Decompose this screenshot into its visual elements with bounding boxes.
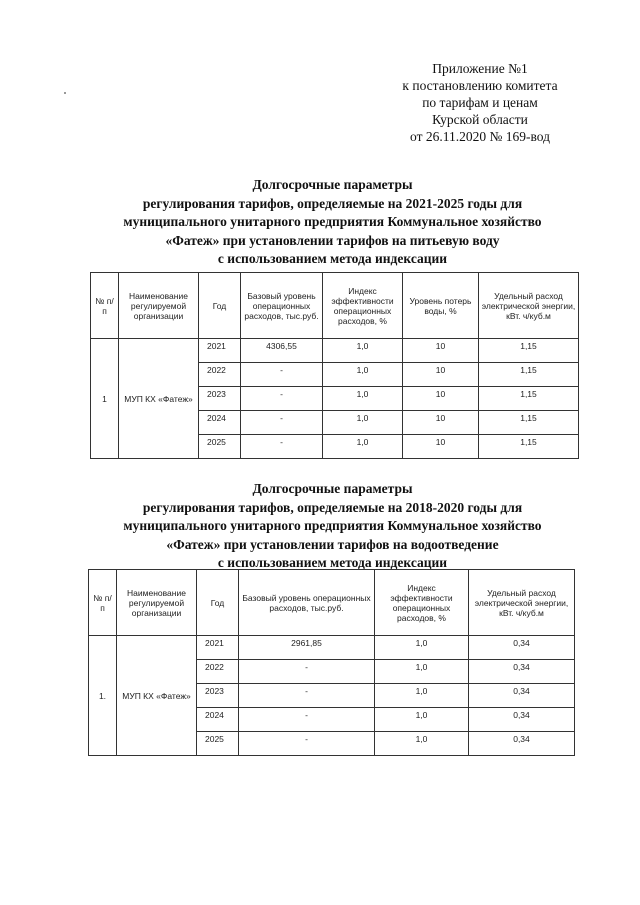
energy-cell: 0,34 [469,660,575,684]
col-header-eff: Индекс эффективности операционных расходов, % [375,570,469,636]
eff-cell: 1,0 [375,660,469,684]
appendix-line: Курской области [432,112,528,127]
energy-cell: 1,15 [479,387,579,411]
col-header-eff: Индекс эффективности операционных расходов, % [323,273,403,339]
year-cell: 2023 [197,684,239,708]
table-header-row [89,570,575,636]
heading-line: «Фатеж» при установлении тарифов на питьевую воду [165,232,500,248]
year-cell: 2021 [199,339,241,363]
heading-line: «Фатеж» при установлении тарифов на водоотведение [166,536,499,552]
year-cell: 2025 [197,732,239,756]
year-cell: 2024 [197,708,239,732]
energy-cell: 1,15 [479,435,579,459]
heading-line: регулирования тарифов, определяемые на 2018-2020 годы для [142,499,523,515]
eff-cell: 1,0 [323,339,403,363]
heading-line: с использованием метода индексации [217,251,448,266]
col-header-num: № п/п [91,273,119,339]
heading-line: с использованием метода индексации [217,555,448,570]
loss-cell: 10 [403,435,479,459]
base-cell: - [239,660,375,684]
year-cell: 2022 [199,363,241,387]
eff-cell: 1,0 [323,435,403,459]
heading-line: муниципального унитарного предприятия Коммунальное хозяйство [123,518,542,533]
table-row [89,636,575,660]
col-header-energy: Удельный расход электрической энергии, кВт. ч/куб.м [469,570,575,636]
base-cell: - [241,387,323,411]
eff-cell: 1,0 [323,387,403,411]
eff-cell: 1,0 [375,684,469,708]
energy-cell: 1,15 [479,339,579,363]
base-cell: 4306,55 [241,339,323,363]
col-header-loss: Уровень потерь воды, % [403,273,479,339]
appendix-line: по тарифам и ценам [422,95,538,110]
col-header-base: Базовый уровень операционных расходов, тыс.руб. [239,570,375,636]
eff-cell: 1,0 [375,708,469,732]
year-cell: 2021 [197,636,239,660]
heading-line: регулирования тарифов, определяемые на 2021-2025 годы для [142,195,523,211]
base-cell: - [239,708,375,732]
eff-cell: 1,0 [375,732,469,756]
heading-line: Долгосрочные параметры [252,177,413,192]
col-header-year: Год [199,273,241,339]
table-header-row [91,273,579,339]
year-cell: 2023 [199,387,241,411]
col-header-year: Год [197,570,239,636]
energy-cell: 1,15 [479,411,579,435]
base-cell: - [241,435,323,459]
col-header-num: № п/п [89,570,117,636]
eff-cell: 1,0 [323,411,403,435]
section1-heading [60,176,605,269]
col-header-org: Наименование регулируемой организации [117,570,197,636]
org-name: МУП КХ «Фатеж» [117,636,197,756]
loss-cell: 10 [403,411,479,435]
row-number: 1 [91,339,119,459]
energy-cell: 0,34 [469,684,575,708]
heading-line: муниципального унитарного предприятия Коммунальное хозяйство [123,214,542,229]
section2-heading [60,480,605,573]
energy-cell: 0,34 [469,708,575,732]
eff-cell: 1,0 [323,363,403,387]
energy-cell: 1,15 [479,363,579,387]
org-name: МУП КХ «Фатеж» [119,339,199,459]
water-params-table [90,272,579,459]
col-header-base: Базовый уровень операционных расходов, тыс.руб. [241,273,323,339]
appendix-date: от 26.11.2020 № 169-вод [410,129,550,144]
year-cell: 2025 [199,435,241,459]
heading-line: Долгосрочные параметры [252,481,413,496]
base-cell: - [239,684,375,708]
eff-cell: 1,0 [375,636,469,660]
row-number: 1. [89,636,117,756]
loss-cell: 10 [403,363,479,387]
appendix-title: Приложение №1 [432,61,528,76]
base-cell: 2961,85 [239,636,375,660]
scan-speck [64,92,66,94]
year-cell: 2022 [197,660,239,684]
base-cell: - [241,363,323,387]
loss-cell: 10 [403,387,479,411]
energy-cell: 0,34 [469,636,575,660]
base-cell: - [239,732,375,756]
loss-cell: 10 [403,339,479,363]
appendix-block [360,60,600,145]
base-cell: - [241,411,323,435]
wastewater-params-table [88,569,575,756]
energy-cell: 0,34 [469,732,575,756]
year-cell: 2024 [199,411,241,435]
col-header-org: Наименование регулируемой организации [119,273,199,339]
col-header-energy: Удельный расход электрической энергии, кВт. ч/куб.м [479,273,579,339]
table-row [91,339,579,363]
appendix-line: к постановлению комитета [402,78,558,93]
